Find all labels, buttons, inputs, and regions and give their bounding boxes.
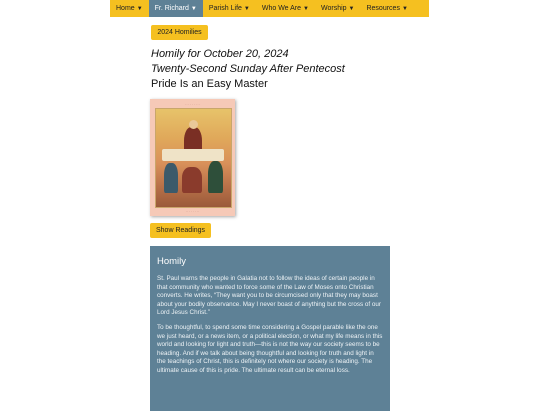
chevron-down-icon: ▼ [243, 6, 250, 12]
nav-resources-label: Resources [366, 5, 400, 12]
nav-who-we-are-label: Who We Are [261, 5, 302, 12]
center-figure [182, 167, 202, 193]
nav-fr-richard[interactable] [149, 0, 203, 17]
left-figure [164, 163, 178, 193]
icon-cover-image [150, 99, 235, 216]
homily-panel [150, 246, 390, 411]
chevron-down-icon: ▼ [303, 6, 309, 12]
homily-paragraph: To be thoughtful, to spend some time considering a Gospel parable like the one we just heard, or a news item, or a political election, or what my life means in this world and looking for light and truth—this is not the way our society seems to be heading. And if we talk about being thoughtful and looking for truth and light in the teachings of Christ, this is definitely not where our society is heading. The ultimate cause of this is pride. The ultimate result can be eternal loss. [157, 323, 383, 374]
homily-heading: Homily [157, 256, 187, 267]
nav-parish-life[interactable] [203, 0, 256, 17]
homily-sunday: Twenty-Second Sunday After Pentecost [151, 63, 345, 75]
nav-fr-richard-label: Fr. Richard [154, 5, 189, 12]
nav-who-we-are[interactable] [256, 0, 315, 17]
chevron-down-icon: ▼ [136, 6, 143, 12]
table-shape [162, 149, 224, 161]
chevron-down-icon: ▼ [190, 6, 197, 12]
nav-worship-label: Worship [320, 5, 347, 12]
homily-date: Homily for October 20, 2024 [151, 48, 289, 60]
nav-home-label: Home [116, 5, 135, 12]
nav-worship[interactable] [315, 0, 361, 17]
nav-home[interactable] [110, 0, 149, 17]
main-navbar [110, 0, 429, 17]
nav-resources[interactable] [360, 0, 413, 17]
homily-paragraph: St. Paul warns the people in Galatia not to follow the ideas of certain people in that community who wanted to force some of the Law of Moses onto Christian converts. He writes, “They want you to be circumcised only that they may boast about your bodily observance. May I never boast of anything but the cross of our Lord Jesus Christ.” [157, 275, 382, 317]
figure-head [189, 120, 198, 129]
cover-header-text: · · · · · · · · · [184, 102, 201, 106]
chevron-down-icon: ▼ [401, 6, 408, 12]
cover-footer-text: · · · · · · · · [185, 209, 200, 213]
nav-parish-life-label: Parish Life [208, 5, 242, 12]
icon-artwork [155, 108, 232, 208]
show-readings-button[interactable]: Show Readings [150, 223, 211, 238]
right-figure [208, 161, 223, 193]
chevron-down-icon: ▼ [348, 6, 355, 12]
homily-title: Pride Is an Easy Master [151, 78, 268, 90]
homilies-2024-button[interactable]: 2024 Homilies [151, 25, 208, 40]
